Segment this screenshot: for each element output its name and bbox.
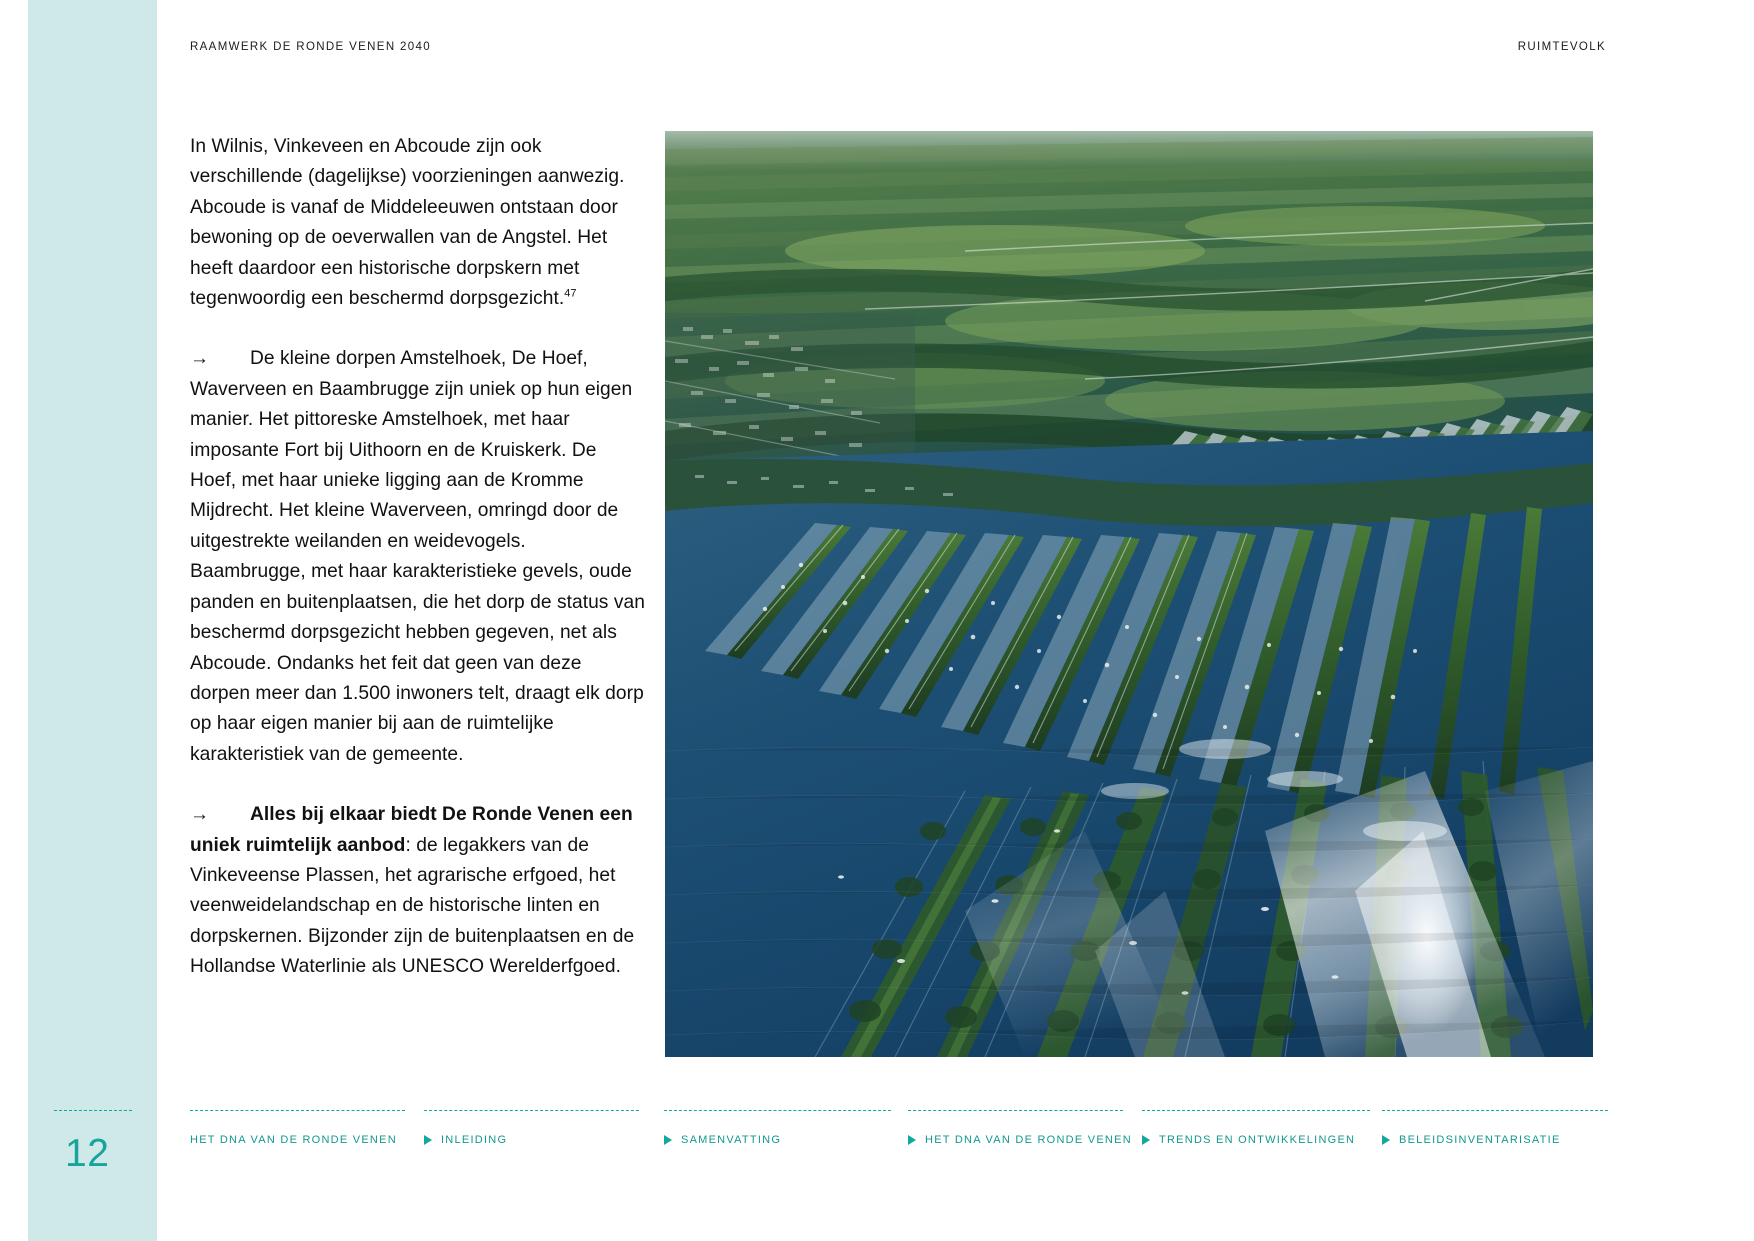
paragraph-1 xyxy=(190,132,645,314)
play-triangle-icon xyxy=(424,1135,432,1145)
footer-link-het-dna-van-de-ronde-venen[interactable] xyxy=(908,1134,1132,1146)
body-text-column xyxy=(190,132,645,983)
paragraph-3-lead: Alles bij elkaar biedt De Ronde Venen een uniek ruimtelijk aanbod xyxy=(190,804,633,856)
play-triangle-icon xyxy=(1382,1135,1390,1145)
footer-rule xyxy=(664,1110,891,1111)
publisher-name: RUIMTEVOLK xyxy=(1517,41,1606,53)
footer-item-label: BELEIDSINVENTARISATIE xyxy=(1399,1134,1561,1146)
footer-link-trends-en-ontwikkelingen[interactable] xyxy=(1142,1134,1355,1146)
aerial-photo-vinkeveense-plassen xyxy=(665,131,1593,1057)
footer-rule xyxy=(190,1110,405,1111)
arrow-glyph-icon: → xyxy=(190,804,210,826)
footer-rule xyxy=(424,1110,639,1111)
play-triangle-icon xyxy=(908,1135,916,1145)
footer-item-label: INLEIDING xyxy=(441,1134,508,1146)
footnote-marker-47: 47 xyxy=(564,287,577,300)
paragraph-2 xyxy=(190,344,645,770)
footer-link-inleiding[interactable] xyxy=(424,1134,507,1146)
footer-link-beleidsinventarisatie[interactable] xyxy=(1382,1134,1561,1146)
footer-navigation xyxy=(0,1110,1754,1190)
aerial-photo-graphic xyxy=(665,131,1593,1057)
paragraph-2-text: De kleine dorpen Amstelhoek, De Hoef, Waverveen en Baambrugge zijn uniek op hun eigen manier. Het pittoreske Amstelhoek, met haar imposante Fort bij Uithoorn en de Kruiskerk. De Hoef, met haar unieke ligging aan de Kromme Mijdrecht. Het kleine Waverveen, omringd door de uitgestrekte weilanden en weidevogels. Baambrugge, met haar karakteristieke gevels, oude panden en buitenplaatsen, die het dorp de status van beschermd dorpsgezicht hebben gegeven, net als Abcoude. Ondanks het feit dat geen van deze dorpen meer dan 1.500 inwoners telt, draagt elk dorp op haar eigen manier bij aan de ruimtelijke karakteristiek van de gemeente. xyxy=(190,348,645,765)
paragraph-3-text: : de legakkers van de Vinkeveense Plassen, het agrarische erfgoed, het veenweidelandschap en de historische linten en dorpskernen. Bijzonder zijn de buitenplaatsen en de Hollandse Waterlinie als UNESCO Werelderfgoed. xyxy=(190,834,635,978)
footer-section-current[interactable] xyxy=(190,1134,397,1146)
paragraph-3 xyxy=(190,800,645,982)
left-accent-band xyxy=(28,0,157,1241)
footer-rule xyxy=(1142,1110,1370,1111)
page-number: 12 xyxy=(65,1132,110,1175)
footer-item-label: TRENDS EN ONTWIKKELINGEN xyxy=(1159,1134,1356,1146)
play-triangle-icon xyxy=(664,1135,672,1145)
page-header xyxy=(0,0,1754,80)
footer-link-samenvatting[interactable] xyxy=(664,1134,781,1146)
paragraph-1-text: In Wilnis, Vinkeveen en Abcoude zijn ook verschillende (dagelijkse) voorzieningen aanwezig. Abcoude is vanaf de Middeleeuwen ontstaan door bewoning op de oeverwallen van de Angstel. Het heeft daardoor een historische dorpskern met tegenwoordig een beschermd dorpsgezicht. xyxy=(190,136,625,310)
footer-rule xyxy=(1382,1110,1608,1111)
arrow-glyph-icon: → xyxy=(190,348,210,370)
play-triangle-icon xyxy=(1142,1135,1150,1145)
footer-rule xyxy=(908,1110,1123,1111)
document-title: RAAMWERK DE RONDE VENEN 2040 xyxy=(190,41,432,53)
footer-item-label: SAMENVATTING xyxy=(681,1134,782,1146)
footer-item-label: HET DNA VAN DE RONDE VENEN xyxy=(925,1134,1132,1146)
footer-rule xyxy=(54,1110,132,1111)
footer-item-label: HET DNA VAN DE RONDE VENEN xyxy=(190,1134,397,1146)
